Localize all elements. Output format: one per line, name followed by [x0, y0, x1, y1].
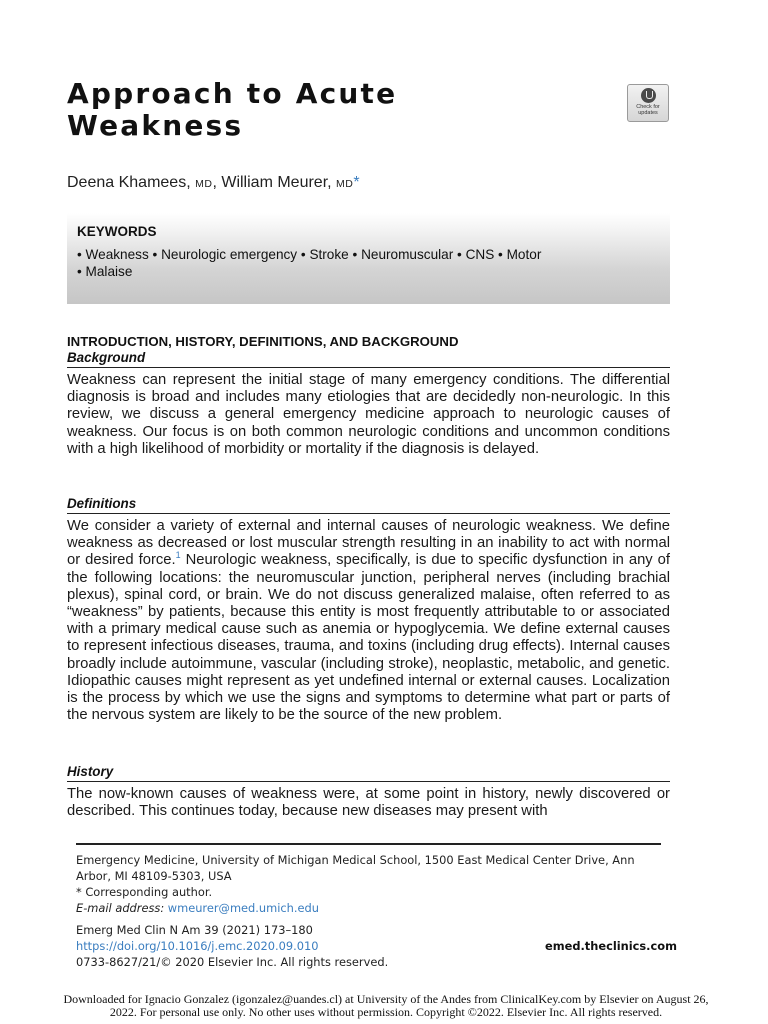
keyword-item: • Stroke: [300, 247, 349, 262]
download-notice: Downloaded for Ignacio Gonzalez (igonzalez@uandes.cl) at University of the Andes from ClinicalKey.com by Elsevier on August 26, 2022. For personal use only. No other uses without permission. Copyright ©2022. Elsevier Inc. All rights reserved.: [63, 992, 709, 1019]
corresponding-author-note: * Corresponding author.: [76, 885, 213, 899]
title-line-2: Weakness: [67, 109, 244, 142]
reference-link[interactable]: 1: [175, 550, 181, 561]
author-name: William Meurer,: [221, 174, 332, 191]
keyword-item: • Weakness: [77, 247, 149, 262]
history-heading: History: [67, 764, 670, 782]
check-for-updates-badge[interactable]: [627, 84, 669, 122]
check-for-updates-label: Check for updates: [636, 104, 660, 116]
bullet-icon: •: [77, 247, 82, 262]
check-for-updates-icon: [641, 88, 656, 103]
bullet-icon: •: [352, 247, 358, 262]
keyword-item: • Motor: [498, 247, 542, 262]
affiliation-text: Emergency Medicine, University of Michigan Medical School, 1500 East Medical Center Drive, Ann Arbor, MI 48109-5303, USA: [76, 853, 635, 883]
bullet-icon: •: [300, 247, 306, 262]
keyword-item: • CNS: [457, 247, 495, 262]
footnote-affiliation: [76, 852, 672, 916]
email-link[interactable]: wmeurer@med.umich.edu: [167, 901, 319, 915]
footnote-divider: [76, 843, 661, 845]
keywords-box: [67, 213, 670, 304]
bullet-icon: •: [498, 247, 503, 262]
background-heading: Background: [67, 350, 670, 368]
definitions-section: [67, 496, 670, 724]
keyword-item: • Neuromuscular: [352, 247, 454, 262]
author-degree: MD: [195, 178, 213, 190]
definitions-heading: Definitions: [67, 496, 670, 514]
journal-citation: Emerg Med Clin N Am 39 (2021) 173–180: [76, 923, 313, 937]
bullet-icon: •: [457, 247, 462, 262]
keyword-item: • Neurologic emergency: [152, 247, 298, 262]
section-heading: INTRODUCTION, HISTORY, DEFINITIONS, AND BACKGROUND: [67, 334, 459, 349]
author-degree: MD: [336, 178, 354, 190]
author-line: [67, 172, 360, 195]
author-name: Deena Khamees,: [67, 174, 191, 191]
background-paragraph: Weakness can represent the initial stage of many emergency conditions. The differential diagnosis is broad and includes many etiologies that are decidedly non-neurologic. In this review, we discuss a general emergency medicine approach to neurologic causes of weakness. Our focus is on both common neurologic conditions and uncommon conditions with a high likelihood of morbidity or mortality if the diagnosis is delayed.: [67, 372, 670, 457]
definitions-paragraph: We consider a variety of external and internal causes of neurologic weakness. We define weakness as decreased or lost muscular strength resulting in an inability to act with normal or desired force.$^1$ Neurologic weakness, specifically, is due to specific dysfunction in any of the following locations: the neuromuscular junction, peripheral nerves (including brachial plexus), spinal cord, or brain. We do not discuss generalized malaise, often referred to as “weakness” by patients, because this entity is most frequently attributable to or associated with a primary medical cause such as anemia or hypoglycemia. We define external causes to represent infectious diseases, trauma, and toxins (including drug effects). Internal causes broadly include autoimmune, vascular (including stroke), neoplastic, metabolic, and genetic. Idiopathic causes might represent as yet undefined internal or external causes. Localization is the process by which we use the signs and symptoms to determine what part or parts of the nervous system are likely to be the source of the new problem.: [67, 518, 671, 724]
title-line-1: Approach to Acute: [67, 77, 398, 110]
article-title: [67, 78, 547, 142]
bullet-icon: •: [77, 264, 82, 279]
history-paragraph: The now-known causes of weakness were, at some point in history, newly discovered or described. This continues today, because new diseases may present with: [67, 786, 670, 820]
corresponding-author-mark[interactable]: *: [353, 174, 360, 191]
author-separator: ,: [212, 174, 217, 191]
history-section: [67, 764, 670, 820]
journal-website-link[interactable]: emed.theclinics.com: [545, 939, 677, 953]
bullet-icon: •: [152, 247, 158, 262]
keyword-item: • Malaise: [77, 264, 133, 279]
doi-link[interactable]: https://doi.org/10.1016/j.emc.2020.09.010: [76, 939, 319, 953]
keywords-heading: KEYWORDS: [77, 224, 157, 239]
email-label: E-mail address:: [76, 901, 165, 915]
issn-copyright: 0733-8627/21/© 2020 Elsevier Inc. All rights reserved.: [76, 955, 389, 969]
background-section: [67, 350, 670, 458]
keywords-list: [77, 246, 652, 280]
